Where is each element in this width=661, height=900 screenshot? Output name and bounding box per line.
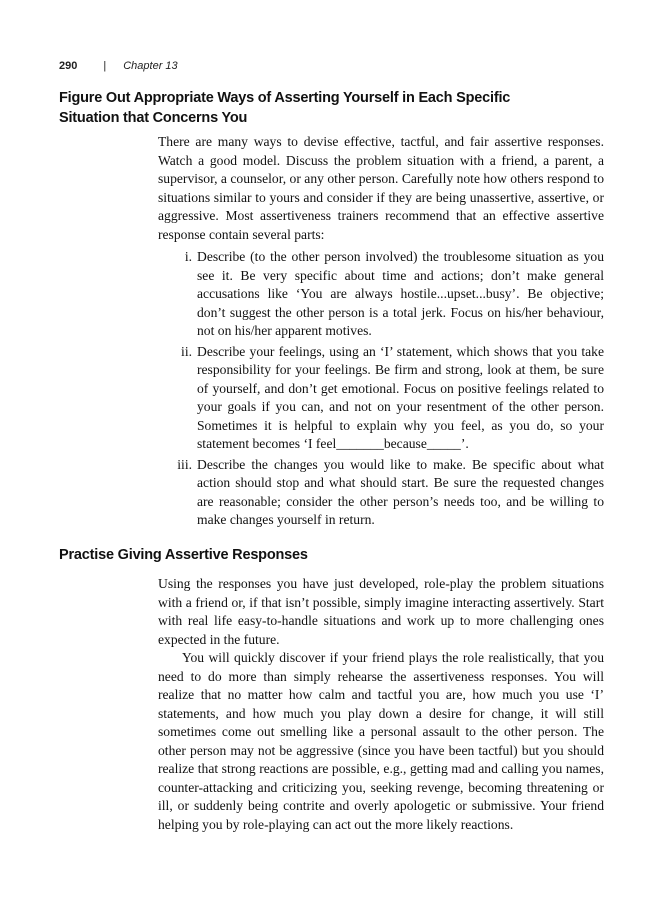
list-item-text: Describe the changes you would like to make. Be specific about what action should stop and what should start. Be sure the requested changes are reasonable; consider the other person’s needs too, and be willing to make changes yourself in return. bbox=[197, 456, 604, 527]
practise-paragraph-2 bbox=[158, 649, 604, 834]
list-item bbox=[158, 456, 604, 530]
practise-paragraph-1 bbox=[158, 575, 604, 649]
intro-paragraph bbox=[158, 133, 604, 244]
list-item bbox=[158, 248, 604, 341]
section-heading-line-1: Figure Out Appropriate Ways of Asserting Yourself in Each Specific bbox=[59, 90, 511, 106]
list-marker: i. bbox=[184, 249, 192, 264]
list-item bbox=[158, 343, 604, 454]
section-heading-line-2: Situation that Concerns You bbox=[59, 110, 248, 126]
section-heading-practise: Practise Giving Assertive Responses bbox=[59, 547, 308, 563]
list-marker: iii. bbox=[177, 456, 192, 472]
section-heading-asserting bbox=[59, 88, 579, 128]
chapter-label: Chapter 13 bbox=[123, 60, 178, 72]
list-item-text: Describe (to the other person involved) the troublesome situation as you see it. Be very specific about time and actions; don’t make general accusations like ‘You are always hostile...upset...busy’. Be objective; don’t suggest the other person is a total jerk. Focus on his/her behaviour, not on his/her apparent motives. bbox=[197, 249, 604, 338]
assertive-response-parts-list bbox=[158, 248, 604, 532]
practise-paragraph-1-text: Using the responses you have just developed, role-play the problem situations with a friend or, if that isn’t possible, simply imagine interacting assertively. Start with real life easy-to-handle situations and work up to more challenging ones expected in the future. bbox=[158, 576, 604, 647]
running-head-separator: | bbox=[103, 60, 107, 72]
list-marker: ii. bbox=[181, 343, 192, 359]
running-head bbox=[59, 60, 178, 72]
intro-paragraph-text: There are many ways to devise effective, tactful, and fair assertive responses. Watch a good model. Discuss the problem situation with a friend, a parent, a supervisor, a counselor, or any other person. Carefully note how others respond to situations similar to yours and consider if they are being unassertive, assertive, or aggressive. Most assertiveness trainers recommend that an effective assertive response contain several parts: bbox=[158, 134, 604, 242]
list-item-text: Describe your feelings, using an ‘I’ statement, which shows that you take responsibility for your feelings. Be firm and strong, look at them, be sure of yourself, and don’t get emotional. Focus on positive feelings related to your goals if you can, and not on your resentment of the other person. Sometimes it is helpful to explain why you feel, as you do, so your statement becomes ‘I feel_______because_____’. bbox=[197, 343, 604, 451]
practise-paragraph-2-text: You will quickly discover if your friend plays the role realistically, that you need to do more than simply rehearse the assertiveness responses. You will realize that no matter how calm and tactful you are, how much you use ‘I’ statements, and how much you play down a desire for change, it will still sometimes come out smelling like a personal assault to the other person. The other person may not be aggressive (since you have been tactful) but you should realize that strong reactions are possible, e.g., getting mad and calling you names, counter-attacking and criticizing you, seeking revenge, becoming threatening or ill, or suddenly being contrite and overly apologetic or submissive. Your friend helping you by role-playing can act out the more likely reactions. bbox=[158, 650, 604, 832]
page-number: 290 bbox=[59, 60, 78, 72]
